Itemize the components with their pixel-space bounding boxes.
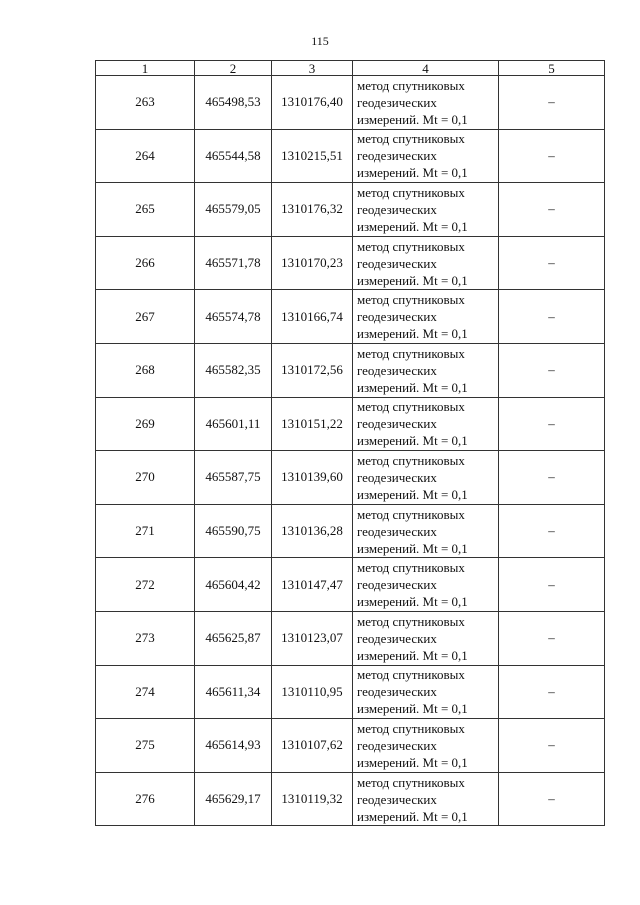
table-row — [96, 665, 605, 719]
note-cell: – — [499, 719, 605, 773]
header-col-1: 1 — [96, 61, 195, 76]
table-row — [96, 611, 605, 665]
coordinates-table — [95, 60, 605, 826]
point-number-cell: 275 — [96, 719, 195, 773]
header-col-2: 2 — [195, 61, 272, 76]
method-cell — [353, 236, 499, 290]
method-text-line: измерений. Mt = 0,1 — [357, 808, 468, 824]
table-row — [96, 719, 605, 773]
note-cell: – — [499, 665, 605, 719]
table-row — [96, 772, 605, 826]
method-text-line: геодезических — [357, 148, 437, 164]
method-text-line: измерений. Mt = 0,1 — [357, 433, 468, 449]
note-cell: – — [499, 504, 605, 558]
method-cell — [353, 504, 499, 558]
note-cell: – — [499, 129, 605, 183]
point-number-cell: 271 — [96, 504, 195, 558]
header-col-3: 3 — [272, 61, 353, 76]
method-text-line: метод спутниковых — [357, 292, 465, 308]
method-text-line: метод спутниковых — [357, 184, 465, 200]
method-text-line: геодезических — [357, 469, 437, 485]
x-coordinate-cell: 465611,34 — [195, 665, 272, 719]
method-text-line: геодезических — [357, 416, 437, 432]
method-text-line: метод спутниковых — [357, 774, 465, 790]
method-text-line: геодезических — [357, 309, 437, 325]
x-coordinate-cell: 465625,87 — [195, 611, 272, 665]
table-body — [96, 76, 605, 826]
note-cell: – — [499, 611, 605, 665]
note-cell: – — [499, 451, 605, 505]
table-row — [96, 397, 605, 451]
method-cell — [353, 665, 499, 719]
point-number-cell: 270 — [96, 451, 195, 505]
table-row — [96, 129, 605, 183]
table-row — [96, 236, 605, 290]
method-text-line: геодезических — [357, 577, 437, 593]
point-number-cell: 266 — [96, 236, 195, 290]
method-cell — [353, 397, 499, 451]
table-row — [96, 290, 605, 344]
note-cell: – — [499, 290, 605, 344]
y-coordinate-cell: 1310215,51 — [272, 129, 353, 183]
point-number-cell: 264 — [96, 129, 195, 183]
method-cell — [353, 772, 499, 826]
method-text-line: метод спутниковых — [357, 613, 465, 629]
method-text-line: геодезических — [357, 684, 437, 700]
table-row — [96, 558, 605, 612]
point-number-cell: 276 — [96, 772, 195, 826]
y-coordinate-cell: 1310123,07 — [272, 611, 353, 665]
point-number-cell: 272 — [96, 558, 195, 612]
method-text-line: метод спутниковых — [357, 399, 465, 415]
method-cell — [353, 451, 499, 505]
method-cell — [353, 343, 499, 397]
header-row — [96, 61, 605, 76]
x-coordinate-cell: 465614,93 — [195, 719, 272, 773]
note-cell: – — [499, 397, 605, 451]
note-cell: – — [499, 183, 605, 237]
y-coordinate-cell: 1310166,74 — [272, 290, 353, 344]
method-text-line: геодезических — [357, 201, 437, 217]
method-text-line: геодезических — [357, 630, 437, 646]
x-coordinate-cell: 465601,11 — [195, 397, 272, 451]
table-row — [96, 76, 605, 130]
point-number-cell: 267 — [96, 290, 195, 344]
header-col-5: 5 — [499, 61, 605, 76]
method-text-line: измерений. Mt = 0,1 — [357, 218, 468, 234]
method-cell — [353, 611, 499, 665]
note-cell: – — [499, 772, 605, 826]
table-row — [96, 451, 605, 505]
note-cell: – — [499, 343, 605, 397]
point-number-cell: 263 — [96, 76, 195, 130]
method-text-line: метод спутниковых — [357, 720, 465, 736]
method-cell — [353, 76, 499, 130]
method-text-line: измерений. Mt = 0,1 — [357, 326, 468, 342]
x-coordinate-cell: 465498,53 — [195, 76, 272, 130]
point-number-cell: 273 — [96, 611, 195, 665]
table-row — [96, 504, 605, 558]
x-coordinate-cell: 465571,78 — [195, 236, 272, 290]
x-coordinate-cell: 465590,75 — [195, 504, 272, 558]
y-coordinate-cell: 1310136,28 — [272, 504, 353, 558]
method-text-line: геодезических — [357, 737, 437, 753]
page-number: 115 — [311, 34, 329, 48]
method-text-line: измерений. Mt = 0,1 — [357, 754, 468, 770]
y-coordinate-cell: 1310110,95 — [272, 665, 353, 719]
y-coordinate-cell: 1310170,23 — [272, 236, 353, 290]
method-text-line: метод спутниковых — [357, 452, 465, 468]
method-cell — [353, 290, 499, 344]
method-text-line: геодезических — [357, 255, 437, 271]
method-text-line: измерений. Mt = 0,1 — [357, 379, 468, 395]
y-coordinate-cell: 1310176,32 — [272, 183, 353, 237]
method-text-line: измерений. Mt = 0,1 — [357, 540, 468, 556]
x-coordinate-cell: 465574,78 — [195, 290, 272, 344]
method-text-line: геодезических — [357, 94, 437, 110]
method-text-line: измерений. Mt = 0,1 — [357, 272, 468, 288]
x-coordinate-cell: 465604,42 — [195, 558, 272, 612]
y-coordinate-cell: 1310107,62 — [272, 719, 353, 773]
y-coordinate-cell: 1310176,40 — [272, 76, 353, 130]
x-coordinate-cell: 465582,35 — [195, 343, 272, 397]
y-coordinate-cell: 1310172,56 — [272, 343, 353, 397]
y-coordinate-cell: 1310119,32 — [272, 772, 353, 826]
method-text-line: метод спутниковых — [357, 238, 465, 254]
point-number-cell: 265 — [96, 183, 195, 237]
point-number-cell: 274 — [96, 665, 195, 719]
note-cell: – — [499, 236, 605, 290]
x-coordinate-cell: 465587,75 — [195, 451, 272, 505]
x-coordinate-cell: 465544,58 — [195, 129, 272, 183]
table-row — [96, 343, 605, 397]
point-number-cell: 268 — [96, 343, 195, 397]
y-coordinate-cell: 1310147,47 — [272, 558, 353, 612]
method-text-line: геодезических — [357, 523, 437, 539]
method-cell — [353, 129, 499, 183]
method-text-line: метод спутниковых — [357, 506, 465, 522]
method-text-line: метод спутниковых — [357, 560, 465, 576]
y-coordinate-cell: 1310139,60 — [272, 451, 353, 505]
method-text-line: метод спутниковых — [357, 345, 465, 361]
method-text-line: измерений. Mt = 0,1 — [357, 486, 468, 502]
x-coordinate-cell: 465579,05 — [195, 183, 272, 237]
note-cell: – — [499, 558, 605, 612]
header-col-4: 4 — [353, 61, 499, 76]
method-text-line: измерений. Mt = 0,1 — [357, 647, 468, 663]
method-text-line: измерений. Mt = 0,1 — [357, 111, 468, 127]
method-text-line: измерений. Mt = 0,1 — [357, 594, 468, 610]
method-cell — [353, 183, 499, 237]
method-cell — [353, 719, 499, 773]
method-text-line: метод спутниковых — [357, 131, 465, 147]
x-coordinate-cell: 465629,17 — [195, 772, 272, 826]
method-text-line: геодезических — [357, 791, 437, 807]
method-text-line: измерений. Mt = 0,1 — [357, 701, 468, 717]
y-coordinate-cell: 1310151,22 — [272, 397, 353, 451]
method-text-line: геодезических — [357, 362, 437, 378]
note-cell: – — [499, 76, 605, 130]
method-cell — [353, 558, 499, 612]
point-number-cell: 269 — [96, 397, 195, 451]
table-row — [96, 183, 605, 237]
method-text-line: метод спутниковых — [357, 667, 465, 683]
method-text-line: измерений. Mt = 0,1 — [357, 165, 468, 181]
method-text-line: метод спутниковых — [357, 77, 465, 93]
